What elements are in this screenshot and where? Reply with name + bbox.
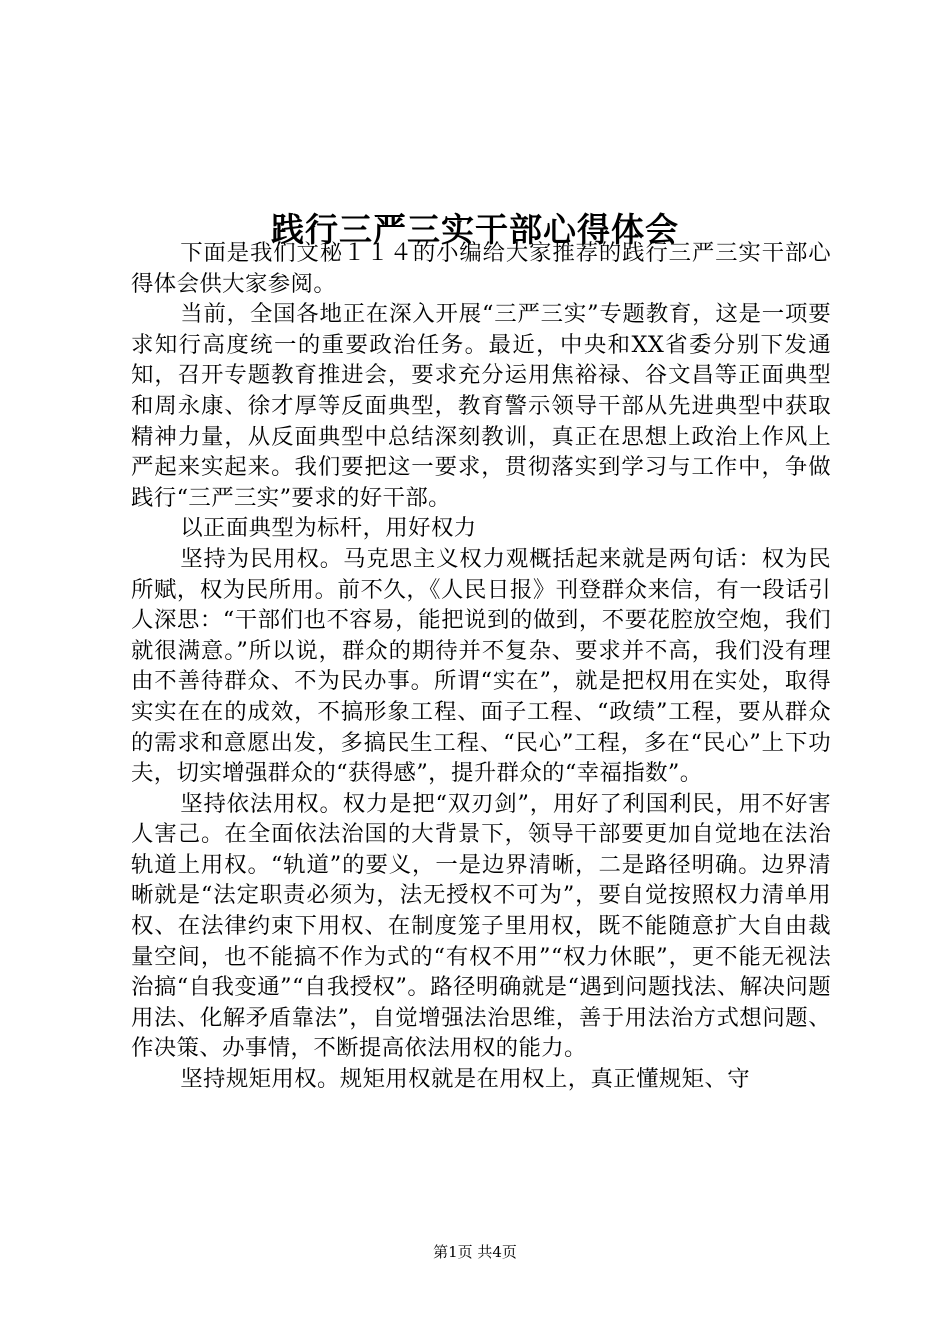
document-title: 践行三严三实干部心得体会 [271, 210, 679, 250]
section-heading: 以正面典型为标杆，用好权力 [180, 515, 477, 542]
paragraph: 当前，全国各地正在深入开展“三严三实”专题教育，这是一项要求知行高度统一的重要政治任务。最近，中央和XX省委分别下发通知，召开专题教育推进会，要求充分运用焦裕禄、谷文昌等正面典型和周永康、徐才厚等反面典型，教育警示领导干部从先进典型中获取精神力量，从反面典型中总结深刻教训，真正在思想上政治上作风上严起来实起来。我们要把这一要求，贯彻落实到学习与工作中，争做践行“三严三实”要求的好干部。 [131, 301, 831, 511]
paragraph: 坚持依法用权。权力是把“双刃剑”，用好了利国利民，用不好害人害己。在全面依法治国的大背景下，领导干部要更加自觉地在法治轨道上用权。“轨道”的要义，一是边界清晰，二是路径明确。边界清晰就是“法定职责必须为，法无授权不可为”，要自觉按照权力清单用权、在法律约束下用权、在制度笼子里用权，既不能随意扩大自由裁量空间，也不能搞不作为式的“有权不用”“权力休眠”，更不能无视法治搞“自我变通”“自我授权”。路径明确就是“遇到问题找法、解决问题用法、化解矛盾靠法”，自觉增强法治思维，善于用法治方式想问题、作决策、办事情，不断提高依法用权的能力。 [131, 790, 831, 1062]
paragraph: 下面是我们文秘１１４的小编给大家推荐的践行三严三实干部心得体会供大家参阅。 [131, 240, 831, 297]
paragraph: 坚持为民用权。马克思主义权力观概括起来就是两句话：权为民所赋，权为民所用。前不久，《人民日报》刊登群众来信，有一段话引人深思：“干部们也不容易，能把说到的做到，不要花腔放空炮，我们就很满意。”所以说，群众的期待并不复杂、要求并不高，我们没有理由不善待群众、不为民办事。所谓“实在”，就是把权用在实处，取得实实在在的成效，不搞形象工程、面子工程、“政绩”工程，要从群众的需求和意愿出发，多搞民生工程、“民心”工程，多在“民心”上下功夫，切实增强群众的“获得感”，提升群众的“幸福指数”。 [131, 545, 831, 787]
document-body [131, 238, 831, 1095]
page-footer: 第1页 共4页 [433, 1243, 517, 1261]
paragraph: 坚持规矩用权。规矩用权就是在用权上，真正懂规矩、守 [180, 1066, 751, 1093]
